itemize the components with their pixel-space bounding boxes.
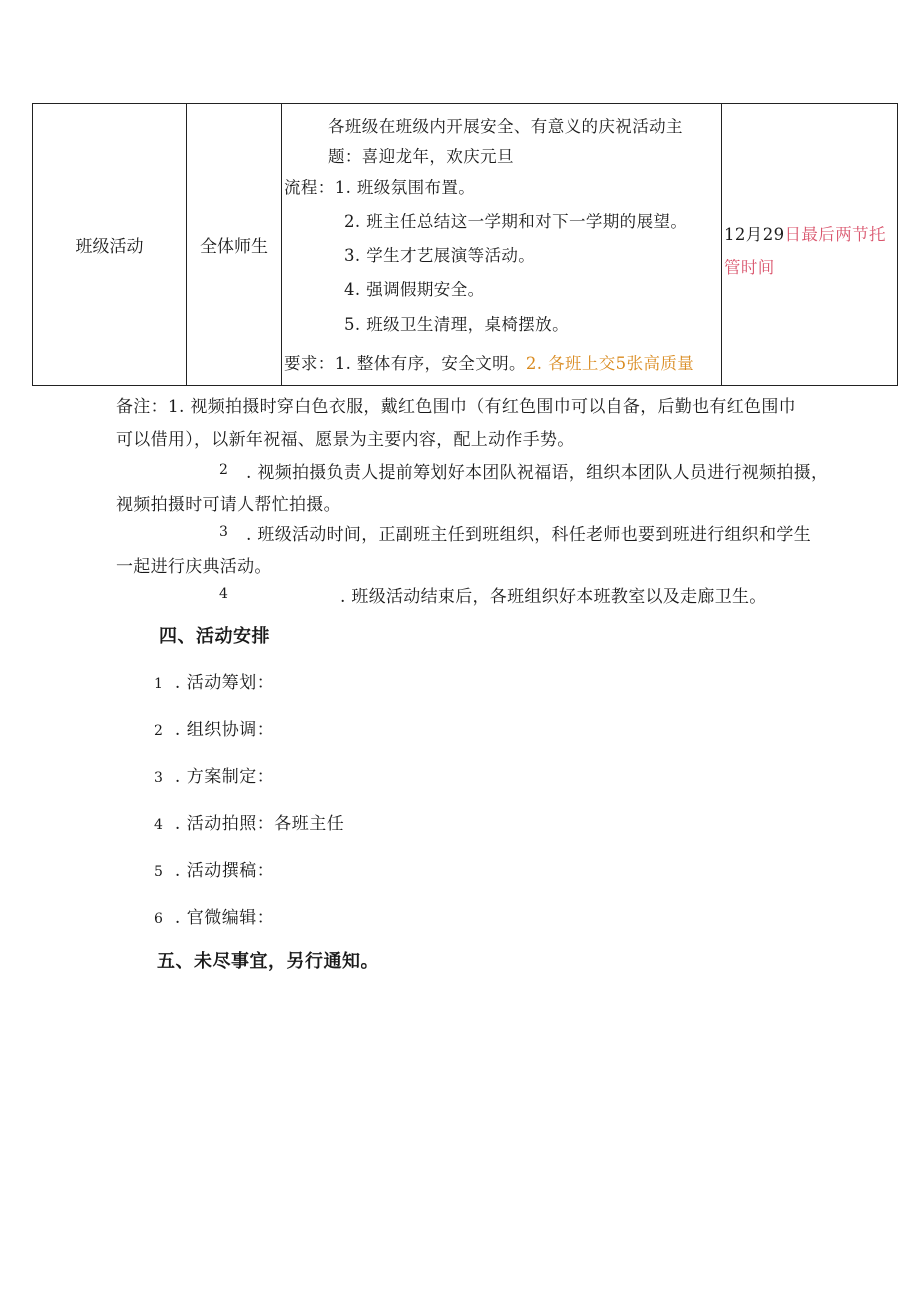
time-line2: 管时间 [724, 258, 775, 277]
list-item [154, 809, 344, 834]
req-label: 要求： [284, 354, 335, 373]
time-cell [722, 104, 898, 386]
list-item-number: 4 [154, 817, 163, 833]
list-item-number: 2 [154, 723, 163, 739]
list-item-text: . 活动拍照：各班主任 [174, 814, 345, 834]
note-3-number: 3 [219, 524, 228, 540]
flow-line1 [284, 174, 475, 198]
note-3-line2: 一起进行庆典活动。 [116, 557, 272, 577]
section-4-title: 四、活动安排 [159, 626, 270, 647]
time-line1 [724, 221, 886, 245]
note-4-line1: . 班级活动结束后，各班组织好本班教室以及走廊卫生。 [340, 587, 767, 607]
flow-item-5: 5. 班级卫生清理，桌椅摆放。 [344, 315, 569, 334]
note-4-number: 4 [219, 586, 228, 602]
note-1-line2: 可以借用），以新年祝福、愿景为主要内容，配上动作手势。 [116, 430, 575, 450]
list-item-text: . 组织协调： [174, 720, 275, 740]
time-rest: 日最后两节托 [784, 225, 886, 244]
time-date: 12月29 [724, 225, 785, 244]
note-2-line1: . 视频拍摄负责人提前筹划好本团队祝福语，组织本团队人员进行视频拍摄， [246, 463, 829, 483]
content-cell [282, 104, 722, 386]
list-item-text: . 活动撰稿： [174, 861, 275, 881]
flow-item-4: 4. 强调假期安全。 [344, 280, 485, 299]
list-item-number: 3 [154, 770, 163, 786]
list-item-text: . 方案制定： [174, 767, 275, 787]
list-item [154, 668, 274, 693]
category-cell [33, 104, 187, 386]
list-item [154, 856, 274, 881]
req-item-1: 1. 整体有序，安全文明。 [334, 354, 526, 373]
table-row [33, 104, 898, 386]
note-3-line1: . 班级活动时间，正副班主任到班组织，科任老师也要到班进行组织和学生 [246, 525, 812, 545]
flow-item-1: 1. 班级氛围布置。 [334, 178, 476, 197]
participants-cell [187, 104, 282, 386]
activity-table [32, 103, 898, 386]
flow-item-3: 3. 学生才艺展演等活动。 [344, 246, 536, 265]
list-item [154, 715, 274, 740]
content-intro-line1: 各班级在班级内开展安全、有意义的庆祝活动主 [328, 117, 683, 136]
list-item [154, 903, 274, 928]
list-item [154, 762, 274, 787]
flow-label: 流程： [284, 178, 335, 197]
list-item-text: . 活动筹划： [174, 673, 275, 693]
requirements-line [284, 350, 694, 374]
section-5-title: 五、未尽事宜，另行通知。 [157, 951, 379, 972]
list-item-text: . 官微编辑： [174, 908, 275, 928]
participants-text: 全体师生 [200, 237, 268, 257]
category-text: 班级活动 [75, 237, 144, 257]
list-item-number: 5 [154, 864, 163, 880]
list-item-number: 1 [154, 676, 163, 692]
note-1-line1: 备注：1. 视频拍摄时穿白色衣服，戴红色围巾（有红色围巾可以自备，后勤也有红色围巾 [116, 397, 796, 417]
content-intro-line2: 题：喜迎龙年，欢庆元旦 [328, 147, 514, 166]
flow-item-2: 2. 班主任总结这一学期和对下一学期的展望。 [344, 212, 688, 231]
note-2-line2: 视频拍摄时可请人帮忙拍摄。 [116, 495, 341, 515]
req-item-2: 2. 各班上交5张高质量 [525, 354, 695, 373]
note-2-number: 2 [219, 462, 228, 478]
list-item-number: 6 [154, 911, 163, 927]
